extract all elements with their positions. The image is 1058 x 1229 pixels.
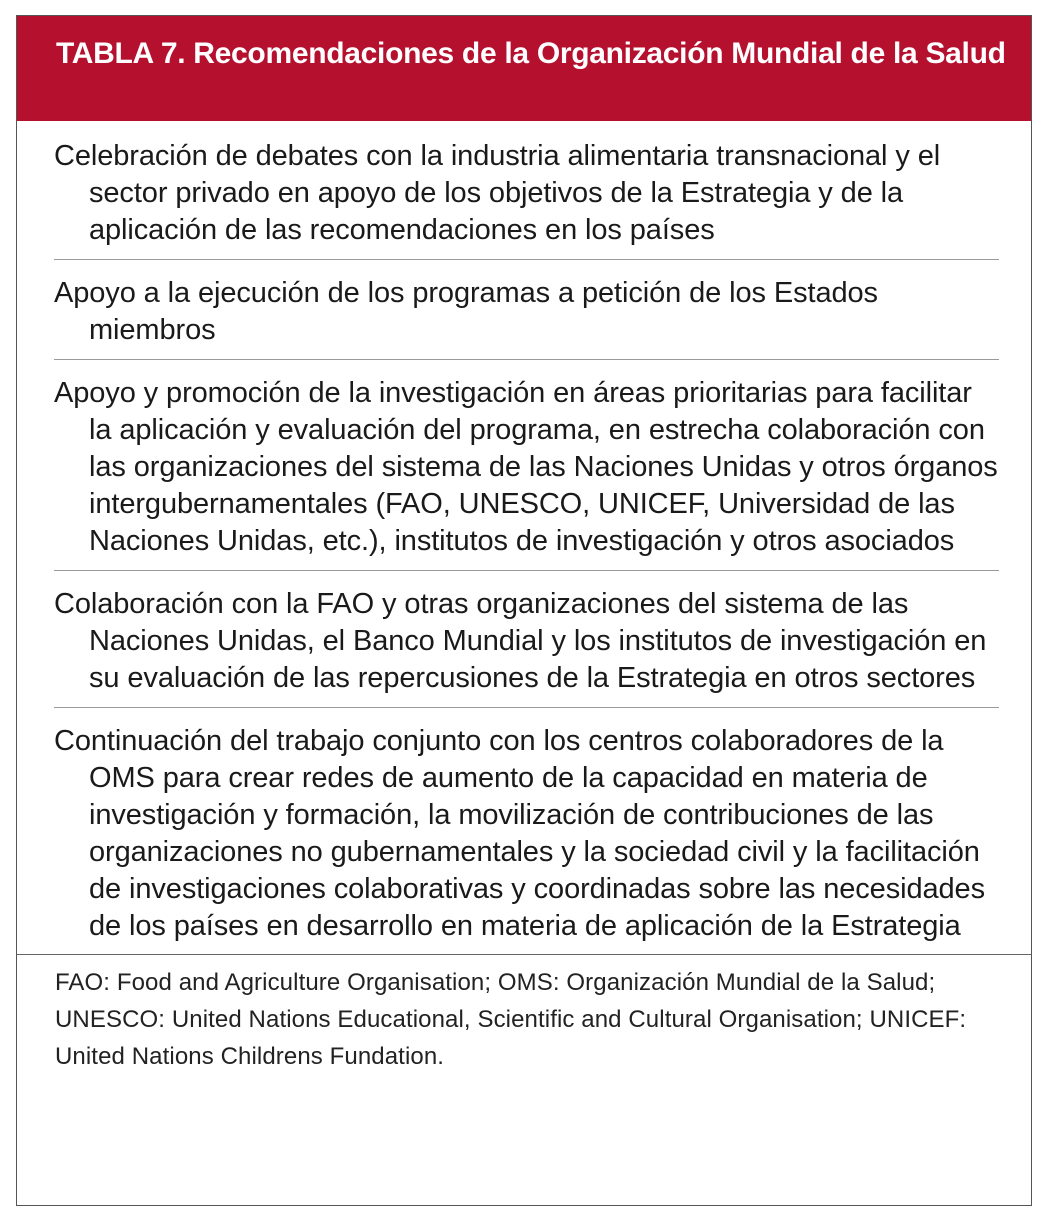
table-row: Continuación del trabajo conjunto con los centros colaboradores de la OMS para crear redes de aumento de la capacidad en materia de investigación y formación, la movilización de contribuciones de las organizaciones no gubernamentales y la sociedad civil y la facilitación de investigaciones colaborativas y coordinadas sobre las necesidades de los países en desarrollo en materia de aplicación de la Estrategia	[54, 725, 985, 942]
table-row: Colaboración con la FAO y otras organizaciones del sistema de las Naciones Unidas, el Banco Mundial y los institutos de investigación en su evaluación de las repercusiones de la Estrategia en otros sectores	[54, 586, 999, 708]
recommendations-table	[16, 15, 1032, 1206]
table-row: Apoyo a la ejecución de los programas a petición de los Estados miembros	[54, 275, 999, 360]
table-row: Celebración de debates con la industria alimentaria transnacional y el sector privado en apoyo de los objetivos de la Estrategia y de la aplicación de las recomendaciones en los países	[54, 138, 999, 260]
table-body	[17, 121, 1031, 954]
table-row: Apoyo y promoción de la investigación en áreas prioritarias para facilitar la aplicación y evaluación del programa, en estrecha colaboración con las organizaciones del sistema de las Naciones Unidas y otros órganos intergubernamentales (FAO, UNESCO, UNICEF, Universidad de las Naciones Unidas, etc.), institutos de investigación y otros asociados	[54, 375, 999, 571]
table-title: TABLA 7. Recomendaciones de la Organización Mundial de la Salud	[17, 16, 1031, 121]
table-footnote: FAO: Food and Agriculture Organisation; OMS: Organización Mundial de la Salud; UNESCO: United Nations Educational, Scientific and Cultural Organisation; UNICEF: United Nations Childrens Fundation.	[55, 969, 967, 1070]
